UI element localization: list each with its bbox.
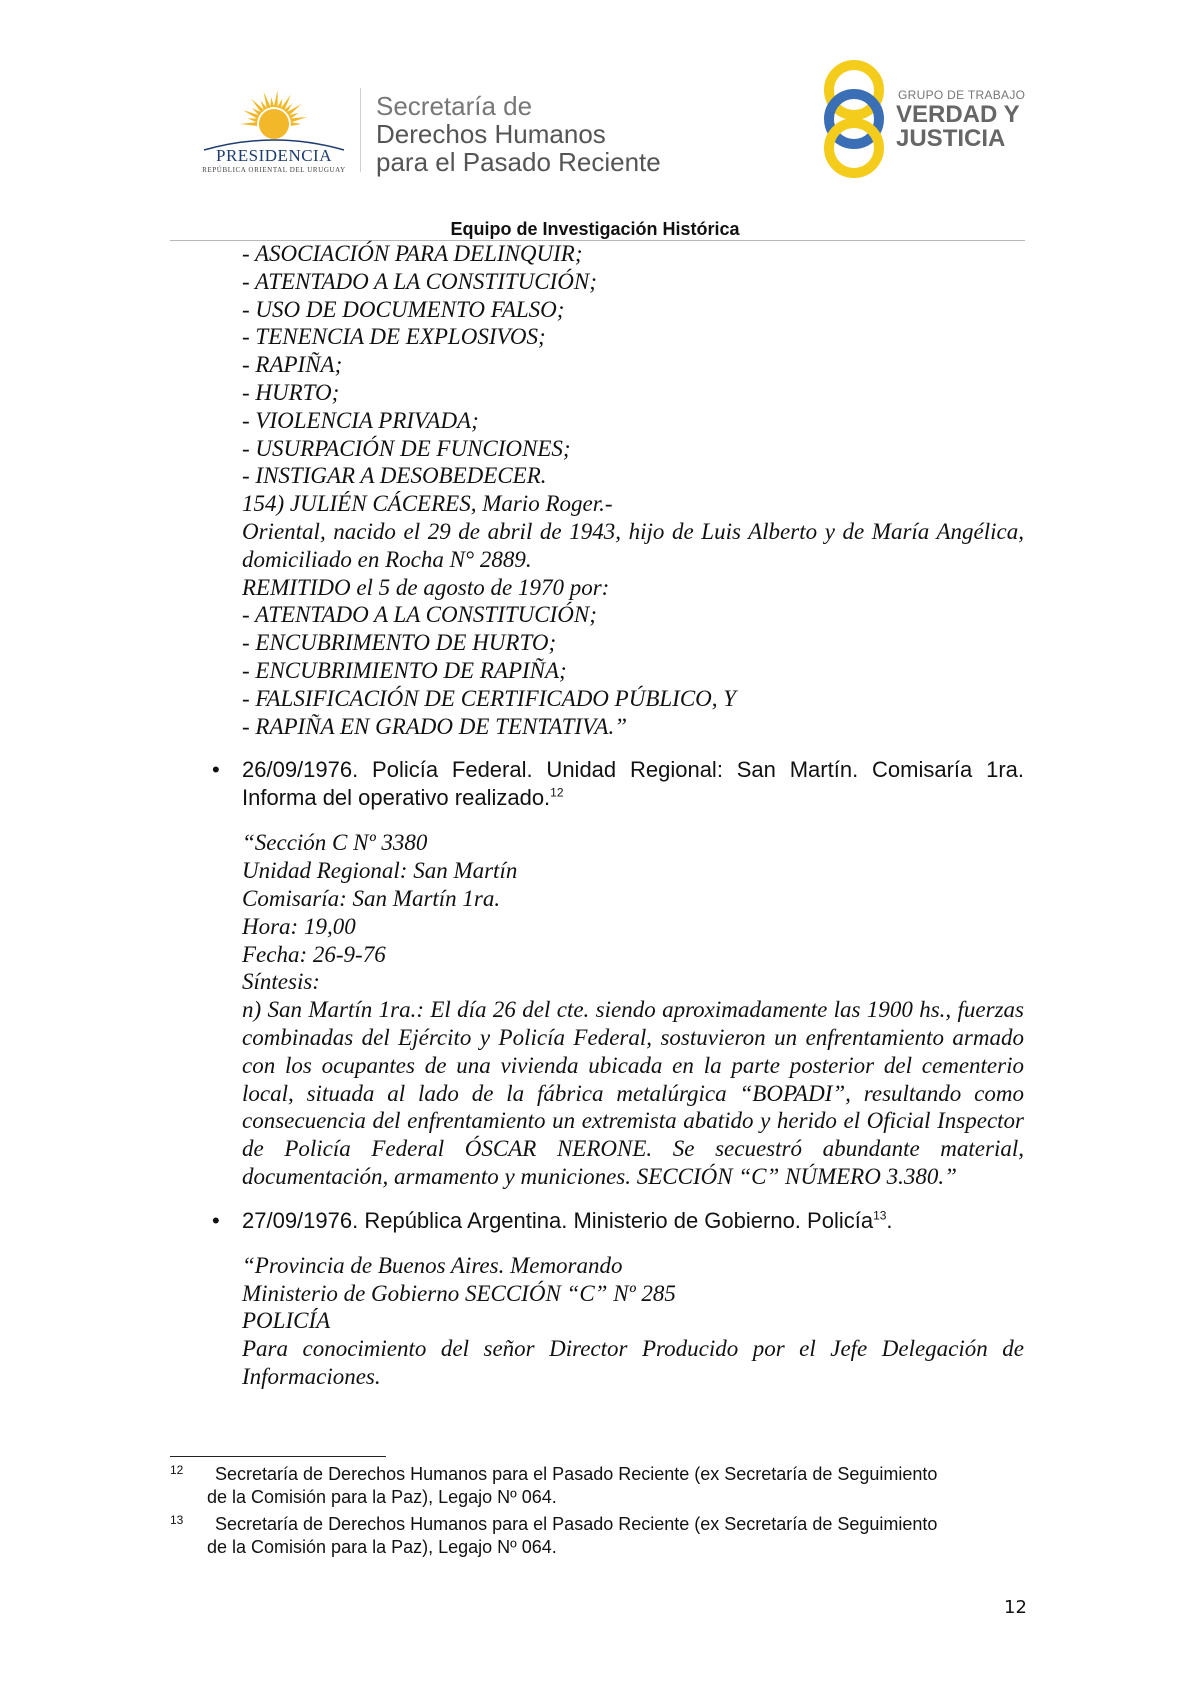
footnote-number: 13 [170,1513,184,1527]
footnote-13 [170,1513,1025,1559]
memo-paragraph: Para conocimiento del señor Director Producido por el Jefe Delegación de Informaciones. [242,1336,1024,1389]
footnote-line-2: de la Comisión para la Paz), Legajo Nº 064. [207,1487,557,1507]
footnote-ref[interactable]: 13 [873,1208,887,1223]
memo-line: “Sección C Nº 3380 [242,830,428,856]
bullet-text: 26/09/1976. Policía Federal. Unidad Regional: San Martín. Comisaría 1ra. Informa del operativo realizado. [242,757,1024,811]
footnote-line-2: de la Comisión para la Paz), Legajo Nº 064. [207,1537,557,1557]
page-number: 12 [1004,1597,1027,1618]
charge-line: - VIOLENCIA PRIVADA; [242,407,479,433]
bullet-end: . [886,1207,893,1233]
document-body [212,240,1024,1391]
secretaria-line-3: para el Pasado Reciente [376,147,661,177]
secretaria-line-2: Derechos Humanos [376,119,606,149]
footnote-line-1: Secretaría de Derechos Humanos para el Pasado Reciente (ex Secretaría de Seguimiento [215,1464,938,1484]
charge-line: - TENENCIA DE EXPLOSIVOS; [242,324,546,350]
footnote-rule [170,1456,386,1457]
charge-line: - ENCUBRIMENTO DE HURTO; [242,630,557,656]
sun-ray [291,122,301,126]
memo-line: Hora: 19,00 [242,913,356,939]
footnote-line-1: Secretaría de Derechos Humanos para el Pasado Reciente (ex Secretaría de Seguimiento [215,1514,938,1534]
remitido-line: REMITIDO el 5 de agosto de 1970 por: [242,574,610,600]
charge-line: - USO DE DOCUMENTO FALSO; [242,296,565,322]
vyj-title-line-1: VERDAD Y [896,101,1020,128]
vyj-subtitle: GRUPO DE TRABAJO [898,88,1026,102]
footnote-ref[interactable]: 12 [550,786,564,801]
charge-line: - ATENTADO A LA CONSTITUCIÓN; [242,268,597,294]
vyj-title-line-2: JUSTICIA [896,125,1006,152]
memo-line: Ministerio de Gobierno SECCIÓN “C” Nº 285 [242,1280,676,1306]
sun-ray [248,118,258,122]
charge-line: - RAPIÑA; [242,352,343,378]
charge-line: - FALSIFICACIÓN DE CERTIFICADO PÚBLICO, Y [242,685,737,711]
bullet-text: 27/09/1976. República Argentina. Ministerio de Gobierno. Policía [242,1207,874,1233]
memo-line: Unidad Regional: San Martín [242,858,518,884]
memo-line: Fecha: 26-9-76 [242,941,386,967]
sun-ray [240,122,257,126]
memo-line: “Provincia de Buenos Aires. Memorando [242,1252,623,1278]
bullet-item-2 [212,1207,1024,1235]
presidencia-subtitle: REPÚBLICA ORIENTAL DEL URUGUAY [202,166,346,174]
header-title: Equipo de Investigación Histórica [450,219,740,239]
quote-block-3 [242,1252,1024,1391]
bullet-item-1 [212,756,1024,812]
memo-paragraph: n) San Martín 1ra.: El día 26 del cte. siendo aproximadamente las 1900 hs., fuerzas combinadas del Ejército y Policía Federal, sostuvieron un enfrentamiento armado con los ocupantes de una vivienda ubicada en la parte posterior del cementerio local, situada al lado de la fábrica metalúrgica “BOPADI”, resultando como consecuencia del enfrentamiento un extremista abatido y herido el Oficial Inspector de Policía Federal ÓSCAR NERONE. Se secuestró abundante material, documentación, armamento y municiones. SECCIÓN “C” NÚMERO 3.380.” [242,997,1024,1189]
person-entry-heading: 154) JULIÉN CÁCERES, Mario Roger.- [242,491,613,517]
quote-block-1 [242,240,1024,740]
charge-line: - INSTIGAR A DESOBEDECER. [242,463,547,489]
charge-line: - RAPIÑA EN GRADO DE TENTATIVA.” [242,713,628,739]
bullet-icon: • [212,1207,220,1233]
person-description: Oriental, nacido el 29 de abril de 1943, hijo de Luis Alberto y de María Angélica, domiciliado en Rocha N° 2889. [242,518,1024,572]
charge-line: - ENCUBRIMIENTO DE RAPIÑA; [242,657,567,683]
charge-line: - USURPACIÓN DE FUNCIONES; [242,435,571,461]
sun-ray [277,98,282,108]
bullet-icon: • [212,757,220,783]
footnote-12 [170,1463,1025,1509]
presidencia-wordmark: PRESIDENCIA [215,146,332,165]
memo-line: POLICÍA [242,1308,331,1334]
header-divider [360,88,361,172]
footnote-number: 12 [170,1463,184,1477]
sun-ray [270,97,274,107]
quote-block-2 [242,829,1024,1190]
charge-line: - HURTO; [242,379,340,405]
memo-line: Síntesis: [242,969,320,995]
charge-line: - ATENTADO A LA CONSTITUCIÓN; [242,602,597,628]
sun-ray [286,104,301,116]
sun-ray [274,90,278,107]
secretaria-line-1: Secretaría de [376,91,533,121]
memo-line: Comisaría: San Martín 1ra. [242,885,501,911]
charge-line: - ASOCIACIÓN PARA DELINQUIR; [242,241,583,266]
sun-ray [290,117,307,123]
